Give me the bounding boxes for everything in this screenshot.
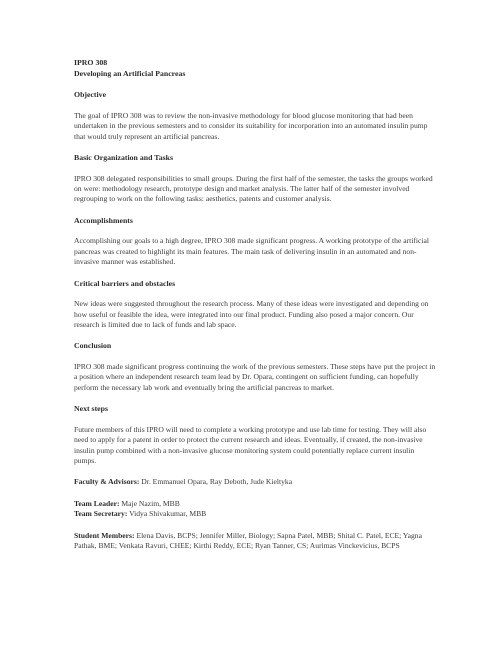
section-objective [74,90,436,142]
section-body: Accomplishing our goals to a high degree, IPRO 308 made significant progress. A working prototype of the artificial pancreas was created to highlight its main features. The main task of delivering insulin in an automated and non-invasive manner was established. [74,236,429,267]
team-secretary-value: Vidya Shivakumar, MBB [129,509,207,519]
faculty-value: Dr. Emmanuel Opara, Ray Deboth, Jude Kieltyka [141,477,293,487]
document-page [74,58,436,552]
section-accomplishments [74,216,436,268]
team-secretary-line [74,509,436,519]
section-conclusion [74,341,436,393]
student-members-label: Student Members: [74,530,135,540]
faculty-line [74,477,436,487]
section-heading: Objective [74,90,107,100]
course-code: IPRO 308 [74,58,108,67]
section-body: IPRO 308 made significant progress continuing the work of the previous semesters. These steps have put the project in a position where an independent research team lead by Dr. Opara, contingent on sufficient funding, can hopefully perform the necessary lab work and eventually bring the artificial pancreas to market. [74,362,436,392]
student-members-line [74,531,436,552]
section-heading: Basic Organization and Tasks [74,153,174,162]
section-heading: Critical barriers and obstacles [74,278,176,288]
section-body: Future members of this IPRO will need to complete a working prototype and use lab time for testing. They will also need to apply for a patent in order to protect the current research and ideas. Eventually, if created, the non-invasive insulin pump combined with a non-invasive glucose monitoring system could potentially replace current insulin pumps. [74,424,427,466]
section-heading: Accomplishments [74,215,133,225]
team-leader-label: Team Leader: [74,498,120,508]
team-secretary-label: Team Secretary: [74,509,128,519]
faculty-label: Faculty & Advisors: [74,477,140,487]
team-leader-line [74,499,436,509]
team-leader-value: Maje Nazim, MBB [121,498,180,508]
student-members-value: Elena Davis, BCPS; Jennifer Miller, Biology; Sapna Patel, MBB; Shital C. Patel, ECE; Yagna Pathak, BME; Venkata Ravuri, CHEE; Kirthi Reddy, ECE; Ryan Tanner, CS; Aurimas Vinckevicius, BCPS [74,530,422,551]
document-title: Developing an Artificial Pancreas [74,68,186,78]
section-next-steps [74,404,436,466]
section-organization [74,153,436,205]
section-barriers [74,279,436,331]
section-body: IPRO 308 delegated responsibilities to small groups. During the first half of the semester, the tasks the groups worked on were: methodology research, prototype design and market analysis. The latter half of the semester involved regrouping to work on the following tasks: aesthetics, patents and customer analysis. [74,173,433,204]
section-body: The goal of IPRO 308 was to review the non-invasive methodology for blood glucose monitoring that had been undertaken in the previous semesters and to consider its suitability for incorporation into an automated insulin pump that would truly represent an artificial pancreas. [74,110,428,141]
section-heading: Next steps [74,404,108,414]
section-heading: Conclusion [74,341,112,351]
section-body: New ideas were suggested throughout the research process. Many of these ideas were investigated and depending on how useful or feasible the idea, were integrated into our final product. Funding also posed a major concern. Our research is limited due to lack of funds and lab space. [74,299,429,330]
